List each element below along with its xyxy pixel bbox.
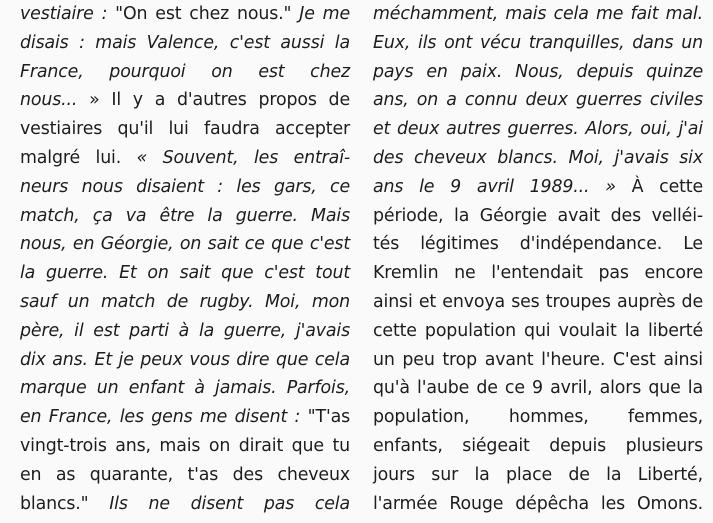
text-line (20, 374, 350, 403)
italic-quote-segment: des cheveux blancs. Moi, j'avais six (373, 147, 703, 168)
italic-quote-segment: Eux, ils ont vécu tranquilles, dans un (373, 32, 703, 53)
italic-quote-segment: neurs nous disaient : les gars, ce (20, 176, 350, 197)
text-segment: période, la Géorgie avait des velléi- (373, 205, 703, 226)
italic-quote-segment: ans le 9 avril 1989... » (373, 176, 632, 197)
text-line (20, 29, 350, 58)
text-segment: en as quarante, t'as des cheveux (20, 464, 350, 485)
italic-quote-segment: ans, on a connu deux guerres civiles (373, 90, 703, 111)
italic-quote-segment: dix ans. Et je peux vous dire que cela (20, 349, 350, 370)
text-segment: vingt-trois ans, mais on dirait que tu (20, 435, 350, 456)
text-line (373, 86, 703, 115)
text-line (20, 403, 350, 432)
text-line (20, 86, 350, 115)
text-column-right (373, 0, 703, 523)
italic-quote-segment: match, ça va être la guerre. Mais (20, 205, 350, 226)
text-segment: ainsi et envoya ses troupes auprès de (373, 291, 703, 312)
text-segment: Kremlin ne l'entendait pas encore (373, 263, 703, 284)
text-segment: À cette (631, 176, 703, 197)
text-segment: jours sur la place de la Liberté, (373, 464, 703, 485)
text-line (20, 0, 350, 29)
text-column-left (20, 0, 350, 523)
italic-quote-segment: Ils ne disent pas cela (109, 493, 350, 514)
text-line (20, 202, 350, 231)
text-line (373, 259, 703, 288)
text-segment: "T'as (307, 407, 350, 428)
italic-quote-segment: pays en paix. Nous, depuis quinze (373, 61, 703, 82)
text-line (373, 490, 703, 519)
italic-quote-segment: « Souvent, les entraî- (136, 147, 350, 168)
text-line (20, 490, 350, 519)
italic-quote-segment: et deux autres guerres. Alors, oui, j'ai (373, 119, 703, 140)
text-line (373, 0, 703, 29)
text-line (20, 259, 350, 288)
italic-quote-segment: méchamment, mais cela me fait mal. (373, 4, 703, 24)
text-segment: enfants, siégeait depuis plusieurs (373, 435, 703, 456)
text-segment: » Il y a d'autres propos de (89, 90, 350, 111)
italic-quote-segment: France, pourquoi on est chez (20, 61, 350, 82)
italic-quote-segment: père, il est parti à la guerre, j'avais (20, 320, 350, 341)
text-segment: malgré lui. (20, 147, 137, 168)
text-line (373, 374, 703, 403)
text-segment: blancs." (20, 493, 110, 514)
text-line (373, 432, 703, 461)
italic-quote-segment: la guerre. Et on sait que c'est tout (20, 263, 350, 284)
text-segment: cette population qui voulait la liberté (373, 320, 703, 341)
italic-quote-segment: disais : mais Valence, c'est aussi la (20, 32, 350, 53)
text-line (20, 173, 350, 202)
text-line (373, 461, 703, 490)
text-segment: vestiaires qu'il lui faudra accepter (20, 119, 350, 140)
text-line (20, 461, 350, 490)
text-line (20, 288, 350, 317)
text-line (20, 432, 350, 461)
text-segment: un peu trop avant l'heure. C'est ainsi (373, 349, 703, 370)
text-segment: "On est chez nous." (115, 4, 300, 24)
text-line (373, 202, 703, 231)
text-line (20, 115, 350, 144)
text-line (373, 403, 703, 432)
text-segment: qu'à l'aube de ce 9 avril, alors que la (373, 378, 703, 399)
text-line (373, 173, 703, 202)
text-line (20, 317, 350, 346)
text-line (373, 317, 703, 346)
text-line (373, 144, 703, 173)
text-segment: population, hommes, femmes, (373, 407, 703, 428)
italic-quote-segment: nous, en Géorgie, on sait ce que c'est (20, 234, 350, 255)
italic-quote-segment: Je me (299, 4, 350, 24)
italic-quote-segment: marque un enfant à jamais. Parfois, (20, 378, 350, 399)
text-line (373, 288, 703, 317)
text-segment: tés légitimes d'indépendance. Le (373, 234, 703, 255)
text-segment: l'armée Rouge dépêcha les Omons. (373, 493, 703, 514)
text-line (20, 230, 350, 259)
text-line (20, 144, 350, 173)
text-line (373, 29, 703, 58)
text-line (373, 115, 703, 144)
text-line (373, 58, 703, 87)
text-line (20, 346, 350, 375)
text-line (373, 346, 703, 375)
text-line (373, 230, 703, 259)
italic-quote-segment: vestiaire : (20, 4, 116, 24)
text-line (20, 58, 350, 87)
italic-quote-segment: nous... (20, 90, 90, 111)
italic-quote-segment: en France, les gens me disent : (20, 407, 308, 428)
italic-quote-segment: sauf un match de rugby. Moi, mon (20, 291, 350, 312)
